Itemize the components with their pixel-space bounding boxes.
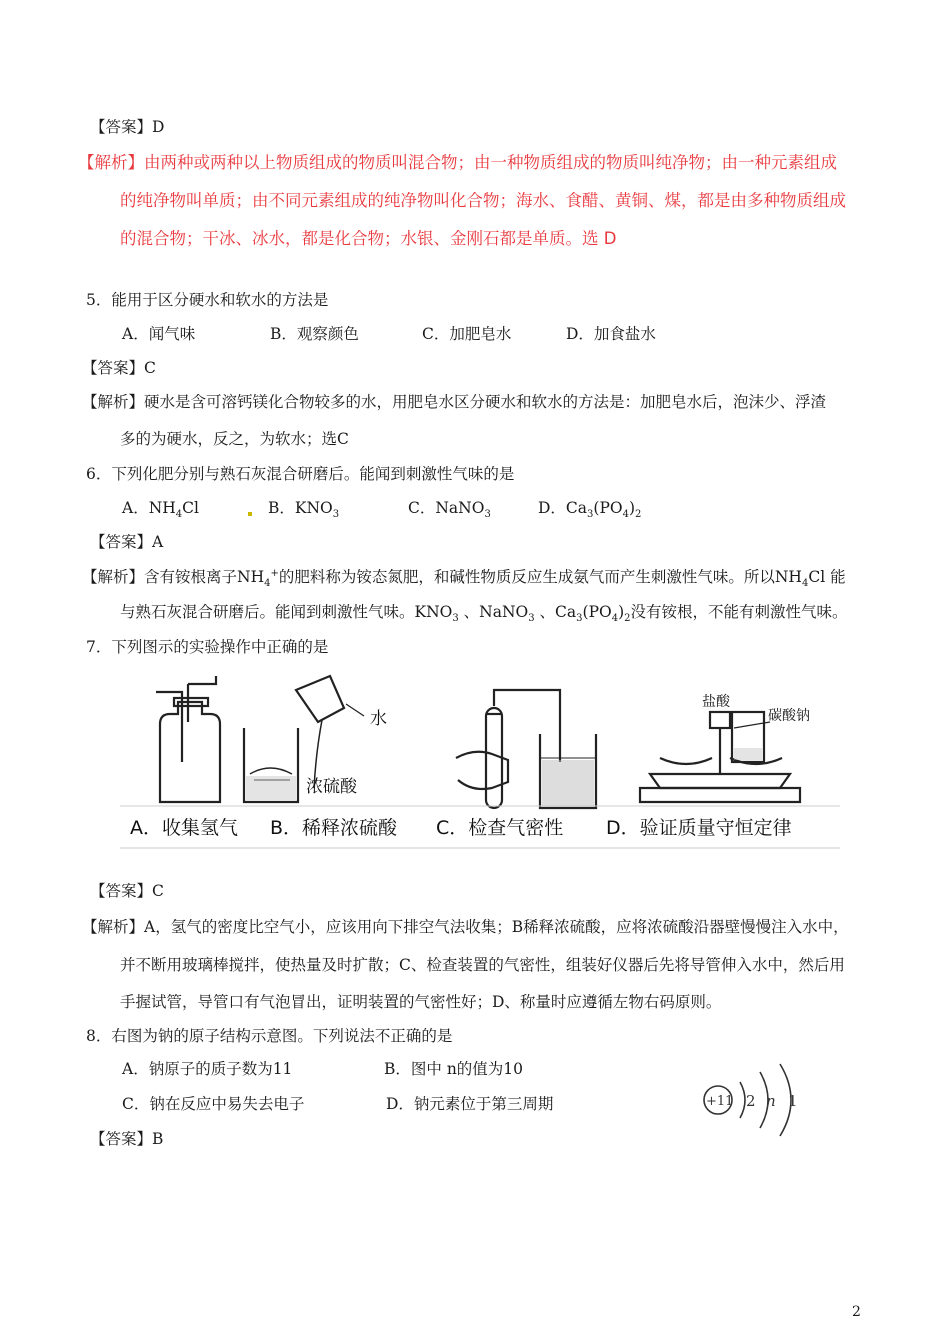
q6-option-c: C．NaNO$_3$ [408,499,491,521]
q8-question: 8．右图为钠的原子结构示意图。下列说法不正确的是 [86,1027,453,1045]
q4-answer: 【答案】D [90,118,165,136]
caption-d: D．验证质量守恒定律 [606,817,792,839]
shell2-count: n [766,1092,776,1110]
q5-option-a: A．闻气味 [122,325,196,343]
caption-c: C．检查气密性 [436,817,564,839]
gas-bottle-icon [156,676,220,802]
q8-answer: 【答案】B [90,1130,164,1148]
q7-answer: 【答案】C [90,882,164,900]
q6-analysis-line1: 【解析】含有铵根离子$NH_4^+$的肥料称为铵态氮肥，和碱性物质反应生成氨气而产生刺激性气味。所以$NH_4Cl$ 能 [82,567,846,590]
q8-option-b: B．图中 n的值为10 [384,1060,524,1078]
q7-question: 7．下列图示的实验操作中正确的是 [86,638,329,656]
q7-experiment-figure [120,662,840,852]
nucleus-charge: +11 [706,1094,734,1109]
q6-option-b: B．$KNO_3$ [268,499,340,521]
caption-b: B．稀释浓硫酸 [270,817,398,839]
q8-option-a: A．钠原子的质子数为11 [122,1060,293,1078]
q6-analysis-line2: 与熟石灰混合研磨后。能闻到刺激性气味。$KNO_3$ 、NaNO$_3$ 、$Ca_3(PO_4)_2$没有铵根，不能有刺激性气味。 [120,603,848,625]
q7-analysis-line3: 手握试管，导管口有气泡冒出，证明装置的气密性好；D、称量时应遵循左物右码原则。 [120,993,722,1011]
q8-option-c: C．钠在反应中易失去电子 [122,1095,305,1113]
q4-analysis-line1: 【解析】由两种或两种以上物质组成的物质叫混合物；由一种物质组成的物质叫纯净物；由一种元素组成 [78,153,837,172]
q5-answer: 【答案】C [82,359,156,377]
q6-question: 6．下列化肥分别与熟石灰混合研磨后。能闻到刺激性气味的是 [86,465,515,483]
shell1-count: 2 [746,1092,756,1110]
page-number: 2 [852,1304,861,1320]
balance-scale-icon [640,712,800,802]
q5-option-b: B．观察颜色 [270,325,359,343]
q5-analysis-line1: 【解析】硬水是含可溶钙镁化合物较多的水，用肥皂水区分硬水和软水的方法是：加肥皂水后，泡沫少、浮渣 [82,393,827,411]
q5-option-c: C．加肥皂水 [422,325,512,343]
q7-analysis-line1: 【解析】A，氢气的密度比空气小，应该用向下排空气法收集；B稀释浓硫酸，应将浓硫酸沿器壁慢慢注入水中， [82,918,849,936]
q4-analysis-line2: 的纯净物叫单质；由不同元素组成的纯净物叫化合物；海水、食醋、黄铜、煤，都是由多种物质组成 [120,191,846,210]
label-hydrochloric-acid: 盐酸 [702,694,730,710]
q6-option-d: D．$Ca_3(PO_4)_2$ [538,499,642,521]
q5-option-d: D．加食盐水 [566,325,656,343]
label-conc-sulfuric-acid: 浓硫酸 [306,777,357,797]
label-sodium-carbonate: 碳酸钠 [768,708,810,724]
q6-answer: 【答案】A [90,533,164,551]
label-water: 水 [370,709,387,729]
q5-question: 5．能用于区分硬水和软水的方法是 [86,291,329,309]
q5-analysis-line2: 多的为硬水，反之，为软水；选C [120,430,349,448]
q6-option-a: A．$NH_4Cl$ [122,499,199,521]
q7-analysis-line2: 并不断用玻璃棒搅拌，使热量及时扩散；C、检查装置的气密性，组装好仪器后先将导管伸入水中，然后用 [120,956,845,974]
shell3-count: 1 [788,1092,798,1110]
q8-option-d: D．钠元素位于第三周期 [386,1095,554,1113]
stray-dot [248,512,252,516]
q4-analysis-line3: 的混合物；干冰、冰水，都是化合物；水银、金刚石都是单质。选 D [120,229,617,248]
caption-a: A．收集氢气 [130,817,238,839]
sodium-atom-diagram [690,1060,820,1142]
